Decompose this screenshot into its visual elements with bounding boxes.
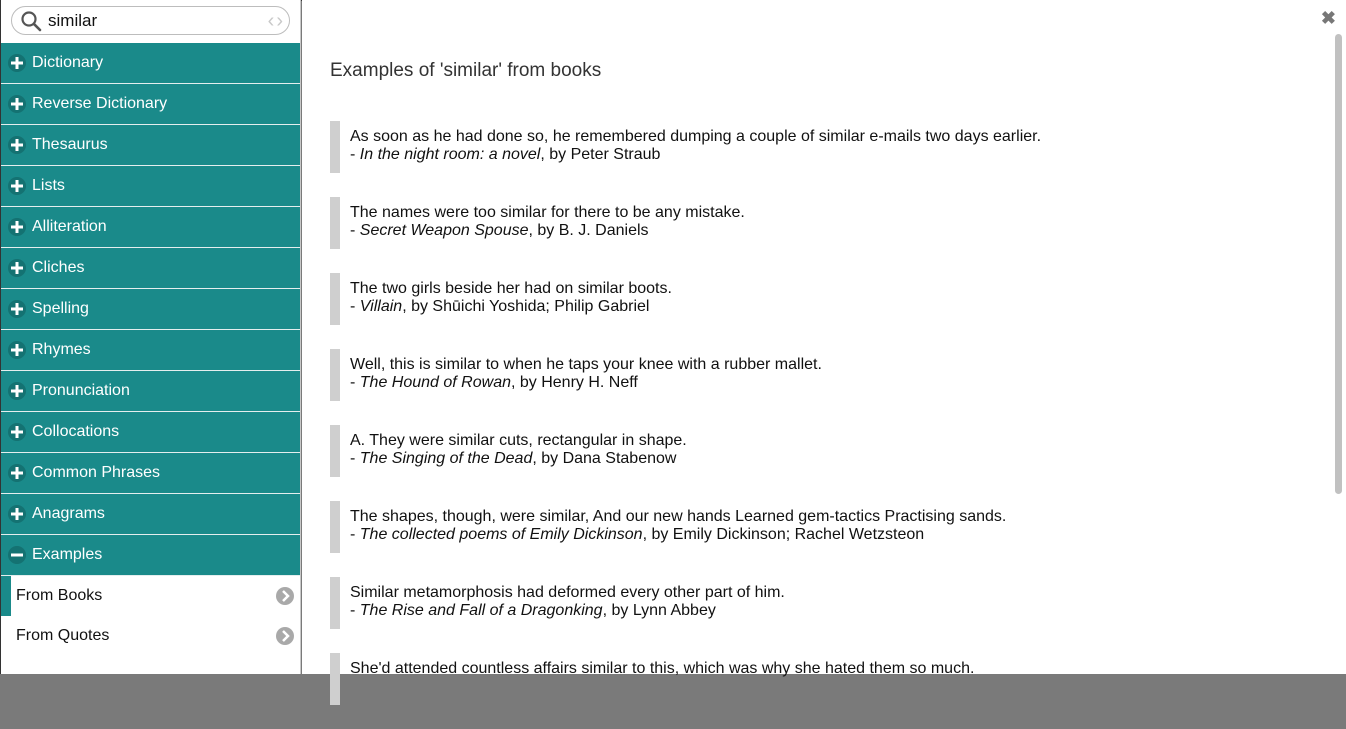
plus-icon xyxy=(7,176,27,196)
plus-icon xyxy=(7,258,27,278)
plus-icon xyxy=(7,381,27,401)
menu-item-label: Dictionary xyxy=(32,54,104,71)
search-input[interactable] xyxy=(48,11,248,31)
plus-icon xyxy=(7,463,27,483)
example-source: - Secret Weapon Spouse, by B. J. Daniels xyxy=(350,222,649,239)
menu-item-pronunciation[interactable] xyxy=(1,371,300,412)
plus-icon xyxy=(7,94,27,114)
menu-item-label: Collocations xyxy=(32,423,120,440)
example-item xyxy=(330,425,1290,477)
example-quote: The names were too similar for there to be any mistake. xyxy=(350,204,745,221)
menu-item-label: Common Phrases xyxy=(32,464,161,481)
book-author: , by Peter Straub xyxy=(540,146,661,163)
menu-item-rhymes[interactable] xyxy=(1,330,300,371)
example-item xyxy=(330,121,1290,173)
close-icon[interactable]: ✖ xyxy=(1320,8,1336,28)
book-author: , by Lynn Abbey xyxy=(602,602,716,619)
example-quote: Well, this is similar to when he taps your knee with a rubber mallet. xyxy=(350,356,822,373)
example-source: - In the night room: a novel, by Peter Straub xyxy=(350,146,661,163)
submenu-item-from-quotes[interactable] xyxy=(1,616,300,656)
chevron-right-circle-icon xyxy=(275,586,295,606)
search-box xyxy=(11,6,290,35)
example-item xyxy=(330,653,1290,705)
menu-item-label: Spelling xyxy=(32,300,89,317)
submenu-item-label: From Quotes xyxy=(16,627,110,644)
minus-icon xyxy=(7,545,27,565)
submenu-item-label: From Books xyxy=(16,587,103,604)
menu-item-label: Lists xyxy=(32,177,65,194)
plus-icon xyxy=(7,340,27,360)
menu-item-label: Examples xyxy=(32,546,103,563)
main-panel xyxy=(302,0,1346,677)
example-quote: The two girls beside her had on similar boots. xyxy=(350,280,672,297)
menu-item-alliteration[interactable] xyxy=(1,207,300,248)
search-icon[interactable] xyxy=(20,10,42,32)
book-author: , by Dana Stabenow xyxy=(532,450,677,467)
example-item xyxy=(330,273,1290,325)
example-quote: Similar metamorphosis had deformed every other part of him. xyxy=(350,584,785,601)
examples-list xyxy=(330,121,1290,729)
menu-item-label: Reverse Dictionary xyxy=(32,95,168,112)
submenu-item-from-books[interactable] xyxy=(1,576,300,616)
menu-item-spelling[interactable] xyxy=(1,289,300,330)
menu-item-dictionary[interactable] xyxy=(1,43,300,84)
menu-item-cliches[interactable] xyxy=(1,248,300,289)
history-nav xyxy=(268,11,283,31)
example-source: - The Singing of the Dead, by Dana Stabenow xyxy=(350,450,677,467)
examples-submenu xyxy=(1,576,300,656)
page-title: Examples of 'similar' from books xyxy=(330,60,602,81)
book-author: , by Shūichi Yoshida; Philip Gabriel xyxy=(402,298,650,315)
chevron-left-icon[interactable]: ‹ xyxy=(267,9,275,32)
example-item xyxy=(330,197,1290,249)
menu-item-common-phrases[interactable] xyxy=(1,453,300,494)
example-source: - Villain, by Shūichi Yoshida; Philip Gabriel xyxy=(350,298,650,315)
example-quote: She'd attended countless affairs similar to this, which was why she hated them so much. xyxy=(350,660,975,677)
book-title: In the night room: a novel xyxy=(359,146,541,163)
menu-item-lists[interactable] xyxy=(1,166,300,207)
example-quote: The shapes, though, were similar, And our new hands Learned gem-tactics Practising sands. xyxy=(350,508,1007,525)
scrollbar-thumb[interactable] xyxy=(1335,34,1342,494)
plus-icon xyxy=(7,299,27,319)
menu-item-anagrams[interactable] xyxy=(1,494,300,535)
example-item xyxy=(330,577,1290,629)
chevron-right-icon[interactable]: › xyxy=(276,9,283,32)
menu-item-reverse-dictionary[interactable] xyxy=(1,84,300,125)
example-item xyxy=(330,501,1290,553)
menu-item-label: Rhymes xyxy=(32,341,91,358)
menu-item-label: Alliteration xyxy=(32,218,107,235)
plus-icon xyxy=(7,504,27,524)
menu-item-label: Cliches xyxy=(32,259,85,276)
menu-item-label: Anagrams xyxy=(32,505,105,522)
plus-icon xyxy=(7,135,27,155)
book-title: The Hound of Rowan xyxy=(359,374,511,391)
book-title: The Singing of the Dead xyxy=(359,450,533,467)
example-source: - The Hound of Rowan, by Henry H. Neff xyxy=(350,374,638,391)
menu-item-collocations[interactable] xyxy=(1,412,300,453)
book-title: Villain xyxy=(359,298,403,315)
book-title: The collected poems of Emily Dickinson xyxy=(359,526,643,543)
plus-icon xyxy=(7,217,27,237)
plus-icon xyxy=(7,53,27,73)
example-source: - The collected poems of Emily Dickinson, by Emily Dickinson; Rachel Wetzsteon xyxy=(350,526,925,543)
example-quote: A. They were similar cuts, rectangular in shape. xyxy=(350,432,687,449)
search-bar xyxy=(1,0,300,43)
sidebar xyxy=(0,0,301,674)
menu-item-examples[interactable] xyxy=(1,535,300,576)
menu-item-label: Pronunciation xyxy=(32,382,130,399)
book-title: The Rise and Fall of a Dragonking xyxy=(359,602,603,619)
menu-item-label: Thesaurus xyxy=(32,136,108,153)
menu-item-thesaurus[interactable] xyxy=(1,125,300,166)
book-author: , by B. J. Daniels xyxy=(528,222,649,239)
book-author: , by Henry H. Neff xyxy=(510,374,638,391)
tools-menu xyxy=(1,43,300,576)
book-title: Secret Weapon Spouse xyxy=(359,222,529,239)
chevron-right-circle-icon xyxy=(275,626,295,646)
example-source: - The Rise and Fall of a Dragonking, by Lynn Abbey xyxy=(350,602,716,619)
example-item xyxy=(330,349,1290,401)
example-quote: As soon as he had done so, he remembered dumping a couple of similar e-mails two days earlier. xyxy=(350,128,1042,145)
book-author: , by Emily Dickinson; Rachel Wetzsteon xyxy=(642,526,925,543)
plus-icon xyxy=(7,422,27,442)
